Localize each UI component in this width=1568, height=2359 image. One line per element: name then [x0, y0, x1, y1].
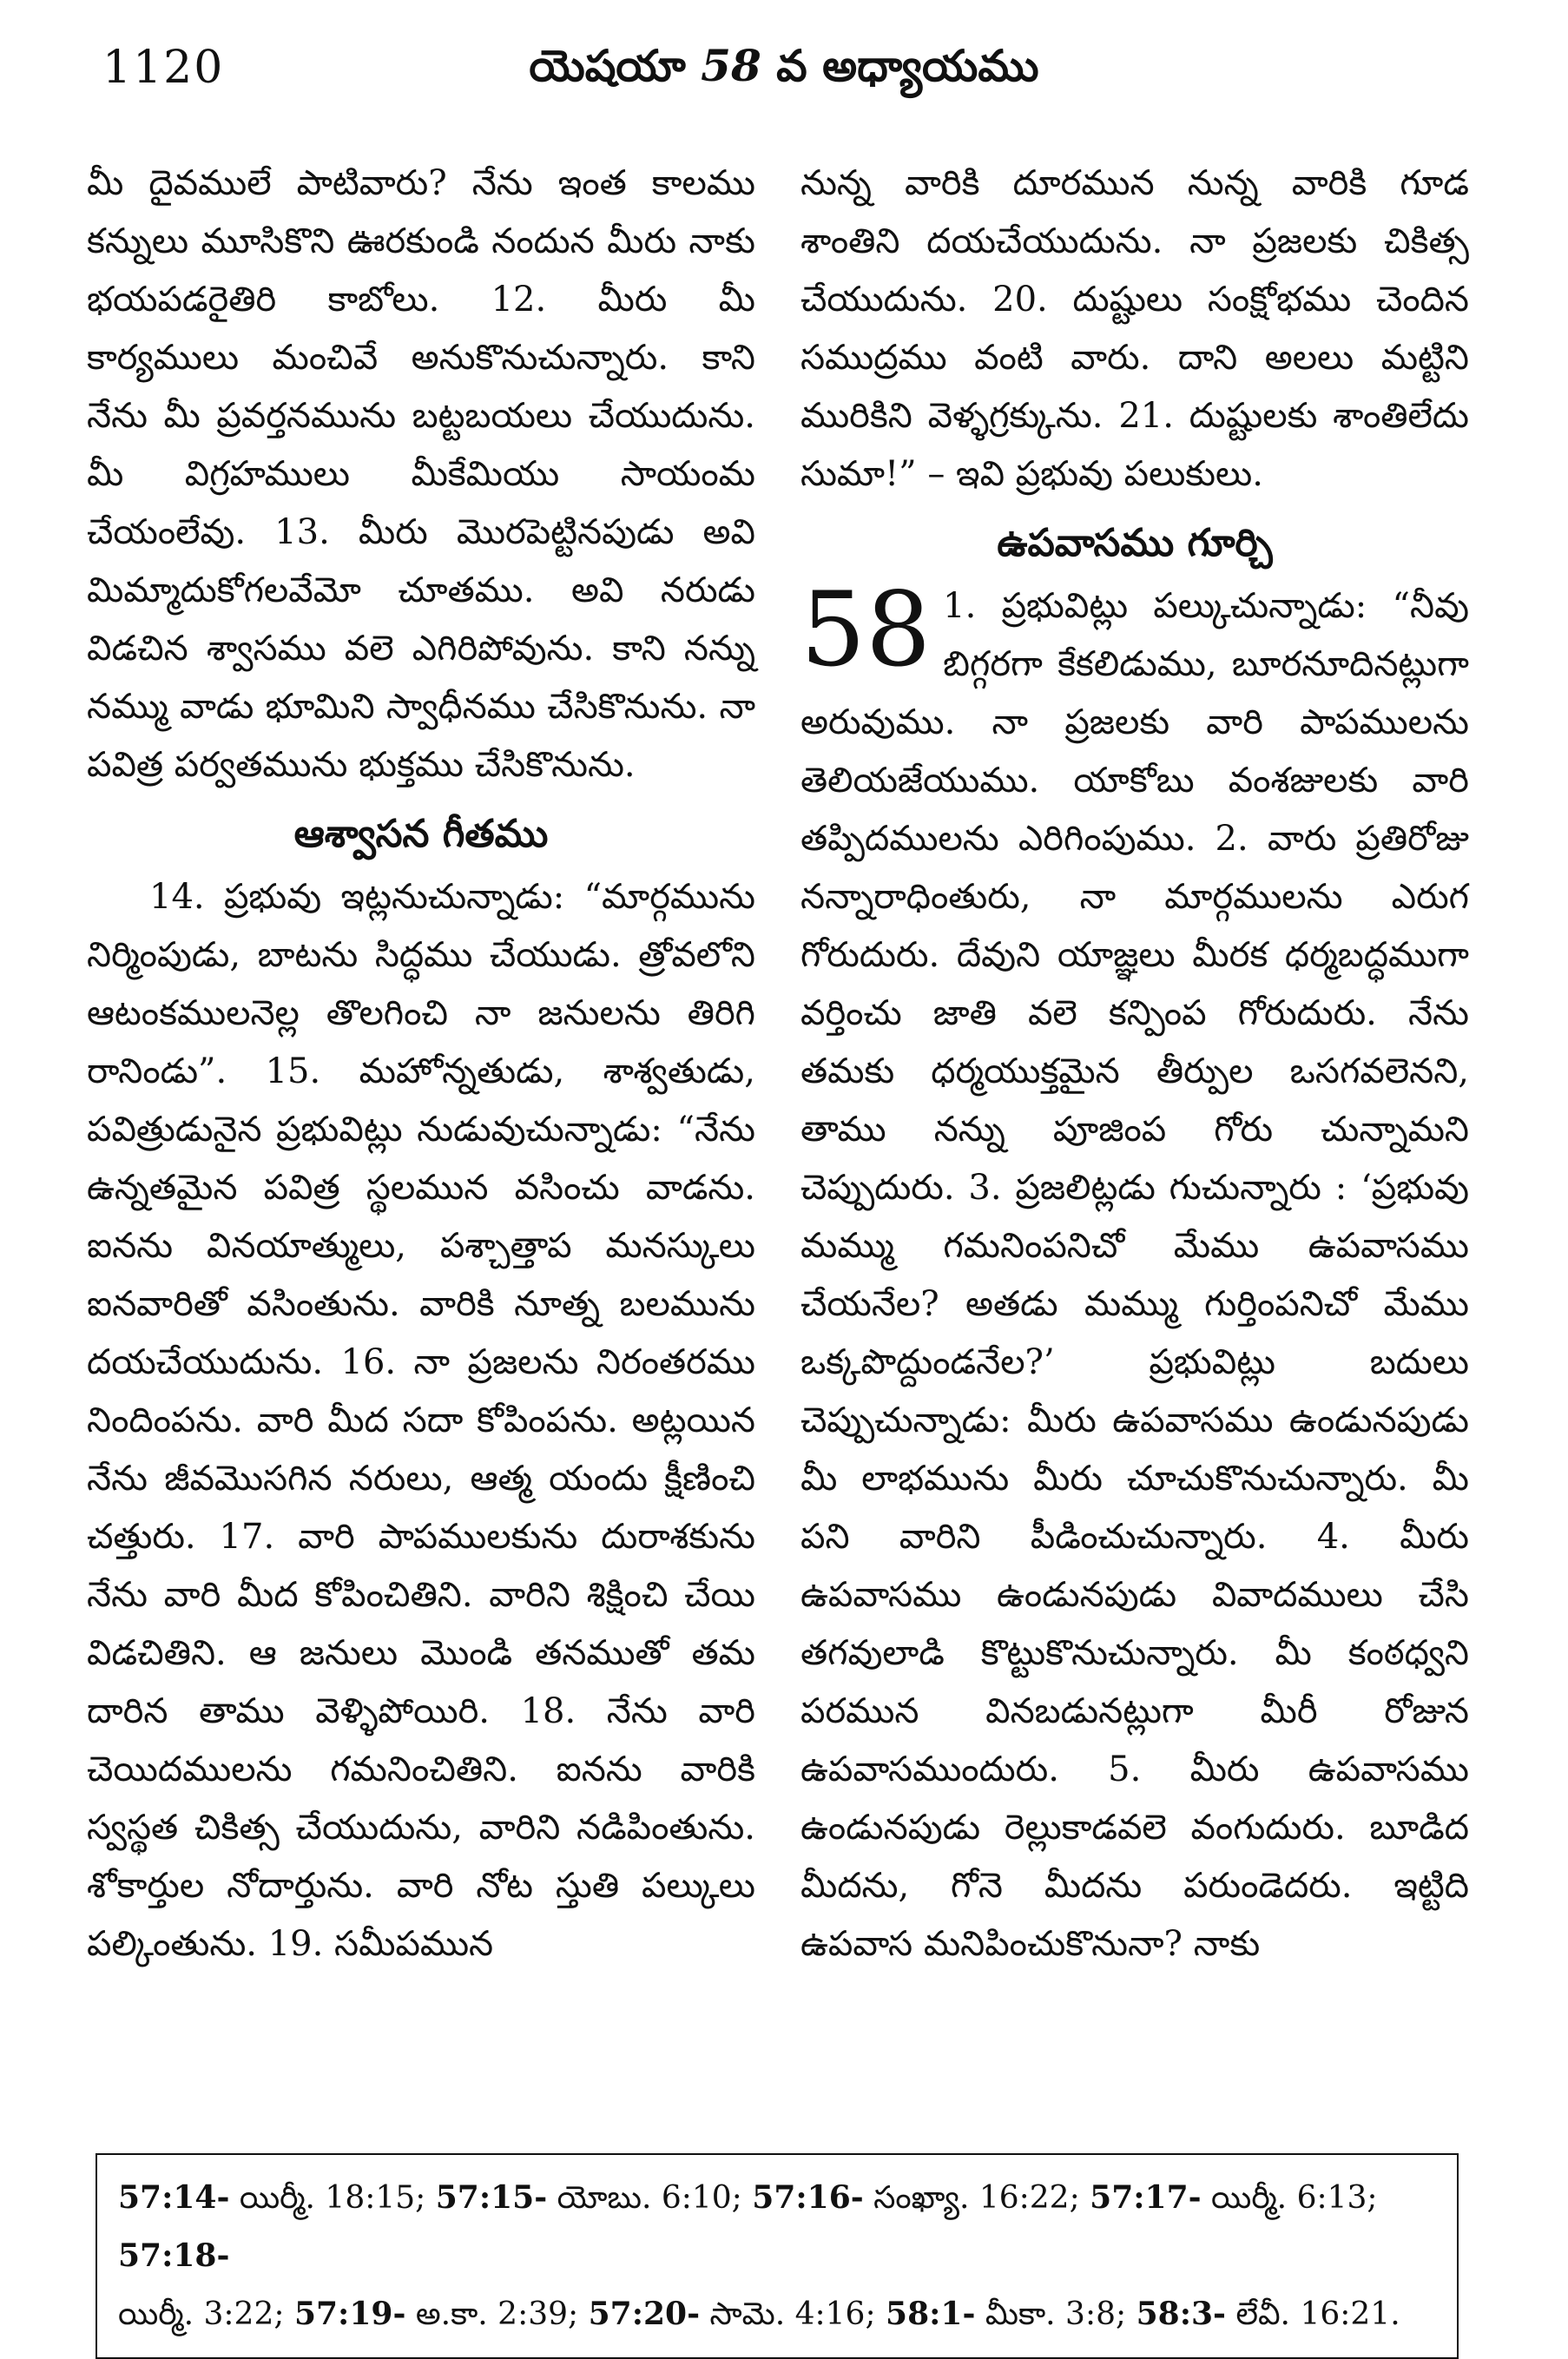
right-column [800, 155, 1469, 1974]
chapter-ordinal: వ [776, 40, 807, 91]
section-heading-consolation-song: ఆశ్వాసన గీతము [293, 812, 549, 856]
ref-verse: 57:20- [588, 2296, 701, 2332]
ref-verse: 57:17- [1090, 2179, 1202, 2216]
chapter-58-text: 1. ప్రభువిట్లు పల్కుచున్నాడు: “నీవు బిగ్గరగా కేకలిడుము, బూరనూదినట్లుగా అరువుము. నా ప్రజలకు వారి పాపములను తెలియజేయుము. యాకోబు వంశజులకు వారి తప్పిదములను ఎరిగింపుము. 2. వారు ప్రతిరోజు నన్నారాధింతురు, నా మార్గములను ఎరుగ గోరుదురు. దేవుని యాజ్ఞలు మీరక ధర్మబద్ధముగా వర్తించు జాతి వలె కన్పింప గోరుదురు. నేను తమకు ధర్మయుక్తమైన తీర్పుల ఒసగవలెనని, తాము నన్ను పూజింప గోరు చున్నామని చెప్పుదురు. 3. ప్రజలిట్లడు గుచున్నారు : ‘ప్రభువు మమ్ము గమనింపనిచో మేము ఉపవాసము చేయనేల? అతడు మమ్ము గుర్తింపనిచో మేము ఒక్కపొద్దుండనేల?’ ప్రభువిట్లు బదులు చెప్పుచున్నాడు: మీరు ఉపవాసము ఉండునపుడు మీ లాభమును మీరు చూచుకొనుచున్నారు. మీ పని వారిని పీడించుచున్నారు. 4. మీరు ఉపవాసము ఉండునపుడు వివాదములు చేసి తగవులాడి కొట్టుకొనుచున్నారు. మీ కంఠధ్వని పరమున వినబడునట్లుగా మీరీ రోజున ఉపవాసముందురు. 5. మీరు ఉపవాసము ఉండునపుడు రెల్లుకాడవలె వంగుదురు. బూడిద మీదను, గోనె మీదను పరుండెదరు. ఇట్టిది ఉపవాస మనిపించుకొనునా? నాకు [800, 586, 1469, 1964]
cross-references-box [96, 2153, 1459, 2359]
right-paragraph-1: నున్న వారికి దూరమున నున్న వారికి గూడ శాంతిని దయచేయుదును. నా ప్రజలకు చికిత్స చేయుదును. 20. దుష్టులు సంక్షోభము చెందిన సముద్రము వంటి వారు. దాని అలలు మట్టిని మురికిని వెళ్ళగ్రక్కును. 21. దుష్టులకు శాంతిలేదు సుమా!” – ఇవి ప్రభువు పలుకులు. [800, 163, 1469, 494]
chapter-start-number: 58 [800, 570, 932, 689]
running-head-chapter-number: 58 [701, 40, 761, 91]
ref-verse: 58:1- [886, 2296, 976, 2332]
chapter-label: అధ్యాయము [822, 40, 1039, 91]
ref-target: అ.కా. 2:39; [415, 2296, 579, 2332]
ref-target: మీకా. 3:8; [985, 2296, 1127, 2332]
left-paragraph-1: మీ దైవములే పాటివారు? నేను ఇంత కాలము కన్నులు మూసికొని ఊరకుండి నందున మీరు నాకు భయపడరైతిరి కాబోలు. 12. మీరు మీ కార్యములు మంచివే అనుకొనుచున్నారు. కాని నేను మీ ప్రవర్తనమును బట్టబయలు చేయుదును. మీ విగ్రహములు మీకేమియు సాయంమ చేయంలేవు. 13. మీరు మొరపెట్టినపుడు అవి మిమ్మాదుకోగలవేమో చూతము. అవి నరుడు విడచిన శ్వాసము వలె ఎగిరిపోవును. కాని నన్ను నమ్ము వాడు భూమిని స్వాధీనము చేసికొనును. నా పవిత్ర పర్వతమును భుక్తము చేసికొనును. [87, 163, 755, 785]
ref-verse: 57:15- [435, 2179, 548, 2216]
ref-verse: 57:14- [118, 2179, 230, 2216]
ref-verse: 57:16- [752, 2179, 864, 2216]
running-head [0, 40, 1568, 102]
ref-target: సంఖ్యా. 16:22; [873, 2180, 1080, 2216]
ref-verse: 57:19- [293, 2296, 406, 2332]
ref-target: సామె. 4:16; [709, 2296, 876, 2332]
page-number: 1120 [102, 42, 225, 94]
ref-target: యిర్మీ. 3:22; [118, 2296, 285, 2332]
ref-target: యిర్మీ. 18:15; [239, 2180, 426, 2216]
left-paragraph-2: 14. ప్రభువు ఇట్లనుచున్నాడు: “మార్గమును నిర్మింపుడు, బాటను సిద్ధము చేయుడు. త్రోవలోని ఆటంకములనెల్ల తొలగించి నా జనులను తిరిగి రానిండు”. 15. మహోన్నతుడు, శాశ్వతుడు, పవిత్రుడునైన ప్రభువిట్లు నుడువుచున్నాడు: “నేను ఉన్నతమైన పవిత్ర స్థలమున వసించు వాడను. ఐనను వినయాత్ములు, పశ్చాత్తాప మనస్కులు ఐనవారితో వసింతును. వారికి నూత్న బలమును దయచేయుదును. 16. నా ప్రజలను నిరంతరము నిందింపను. వారి మీద సదా కోపింపను. అట్లయిన నేను జీవమొసగిన నరులు, ఆత్మ యందు క్షీణించి చత్తురు. 17. వారి పాపములకును దురాశకును నేను వారి మీద కోపించితిని. వారిని శిక్షించి చేయి విడచితిని. ఆ జనులు మొండి తనముతో తమ దారిన తాము వెళ్ళిపోయిరి. 18. నేను వారి చెయిదములను గమనించితిని. ఐనను వారికి స్వస్థత చికిత్స చేయుదును, వారిని నడిపింతును. శోకార్తుల నోదార్తును. వారి నోట స్తుతి పల్కులు పల్కింతును. 19. సమీపమున [87, 877, 755, 1964]
right-paragraph-2 [800, 570, 1469, 1974]
ref-target: యోబు. 6:10; [557, 2180, 742, 2216]
book-name: యెషయా [529, 40, 686, 91]
left-column [87, 155, 755, 1974]
ref-target: లేవీ. 16:21. [1235, 2296, 1400, 2332]
section-heading-about-fasting: ఉపవాసము గూర్చి [997, 521, 1273, 565]
ref-target: యిర్మీ. 6:13; [1211, 2180, 1378, 2216]
ref-verse: 57:18- [118, 2237, 230, 2274]
ref-verse: 58:3- [1136, 2296, 1226, 2332]
